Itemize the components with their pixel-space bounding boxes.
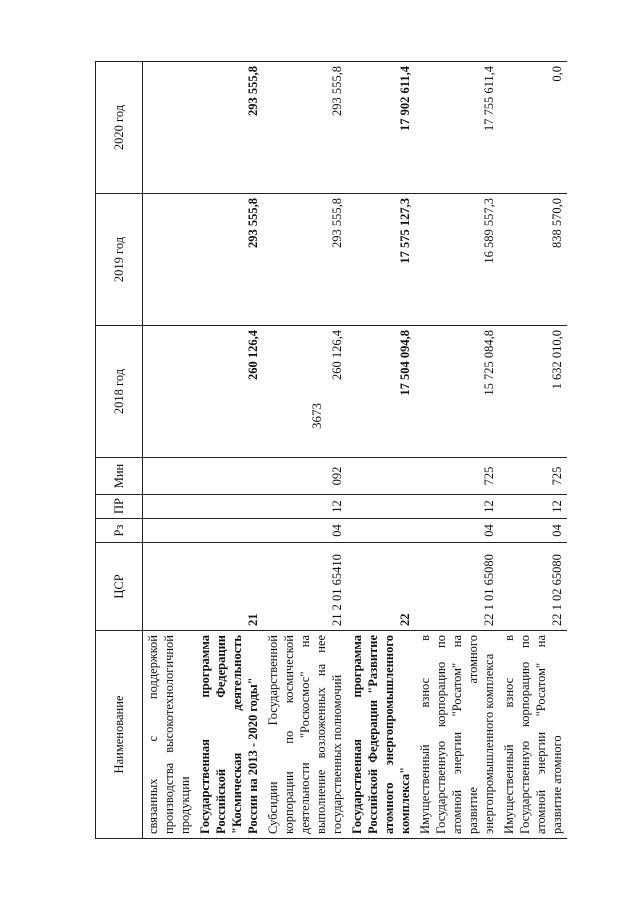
row-csr: 21 2 01 65410	[263, 543, 347, 631]
row-pr	[143, 495, 196, 519]
row-min: 725	[415, 458, 499, 495]
row-2019: 16 589 557,3	[415, 194, 499, 326]
table-row	[347, 62, 415, 839]
row-pr	[347, 495, 415, 519]
row-rz: 04	[263, 519, 347, 543]
row-2019: 17 575 127,3	[347, 194, 415, 326]
header-rz: Рз	[96, 519, 143, 543]
header-2020: 2020 год	[96, 62, 143, 194]
header-min: Мин	[96, 458, 143, 495]
row-2020: 17 902 611,4	[347, 62, 415, 194]
row-2019: 838 570,0	[499, 194, 567, 326]
row-csr: 22 1 02 65080	[499, 543, 567, 631]
row-2018: 260 126,4	[195, 326, 263, 458]
row-2019: 293 555,8	[263, 194, 347, 326]
row-rz	[195, 519, 263, 543]
row-min: 092	[263, 458, 347, 495]
row-name: Субсидии Государственной корпорации по космической деятельности "Роскосмос" на выполнение возложенных на нее государственных полномочий	[263, 631, 347, 839]
row-csr: 22 1 01 65080	[415, 543, 499, 631]
row-2019	[143, 194, 196, 326]
row-min	[143, 458, 196, 495]
row-min: 725	[499, 458, 567, 495]
row-name: Государственная программа Российской Федерации "Развитие атомного энергопромышленного комплекса"	[347, 631, 415, 839]
table-row	[143, 62, 196, 839]
rotated-page-content	[95, 62, 595, 839]
row-pr	[195, 495, 263, 519]
page-number: 3673	[309, 403, 324, 429]
row-pr: 12	[415, 495, 499, 519]
row-2018: 17 504 094,8	[347, 326, 415, 458]
row-rz: 04	[415, 519, 499, 543]
header-pr: ПР	[96, 495, 143, 519]
row-name: Имущественный взнос в Государственную корпорацию по атомной энергии "Росатом" на развитие атомного энергопромышленного комплекса	[415, 631, 499, 839]
row-name: Имущественный взнос в Государственную корпорацию по атомной энергии "Росатом" на развитие атомного	[499, 631, 567, 839]
header-2019: 2019 год	[96, 194, 143, 326]
row-name: Государственная программа Российской Федерации "Космическая деятельность России на 2013 - 2020 годы"	[195, 631, 263, 839]
table-row	[499, 62, 567, 839]
row-pr: 12	[499, 495, 567, 519]
table-row	[195, 62, 263, 839]
row-csr: 22	[347, 543, 415, 631]
row-rz	[347, 519, 415, 543]
row-2020: 293 555,8	[195, 62, 263, 194]
row-2020	[143, 62, 196, 194]
table-row	[263, 62, 347, 839]
row-2020: 0,0	[499, 62, 567, 194]
row-pr: 12	[263, 495, 347, 519]
table-row	[415, 62, 499, 839]
row-2020: 293 555,8	[263, 62, 347, 194]
header-csr: ЦСР	[96, 543, 143, 631]
row-2018	[143, 326, 196, 458]
row-2018: 260 126,4	[263, 326, 347, 458]
header-name: Наименование	[96, 631, 143, 839]
row-2020: 17 755 611,4	[415, 62, 499, 194]
header-2018: 2018 год	[96, 326, 143, 458]
row-name: связанных с поддержкой производства высокотехнологичной продукции	[143, 631, 196, 839]
row-rz: 04	[499, 519, 567, 543]
header-row	[96, 62, 143, 839]
budget-table	[95, 61, 567, 839]
row-2019: 293 555,8	[195, 194, 263, 326]
row-2018: 15 725 084,8	[415, 326, 499, 458]
row-2018: 1 632 010,0	[499, 326, 567, 458]
row-min	[195, 458, 263, 495]
row-rz	[143, 519, 196, 543]
row-min	[347, 458, 415, 495]
row-csr: 21	[195, 543, 263, 631]
row-csr	[143, 543, 196, 631]
